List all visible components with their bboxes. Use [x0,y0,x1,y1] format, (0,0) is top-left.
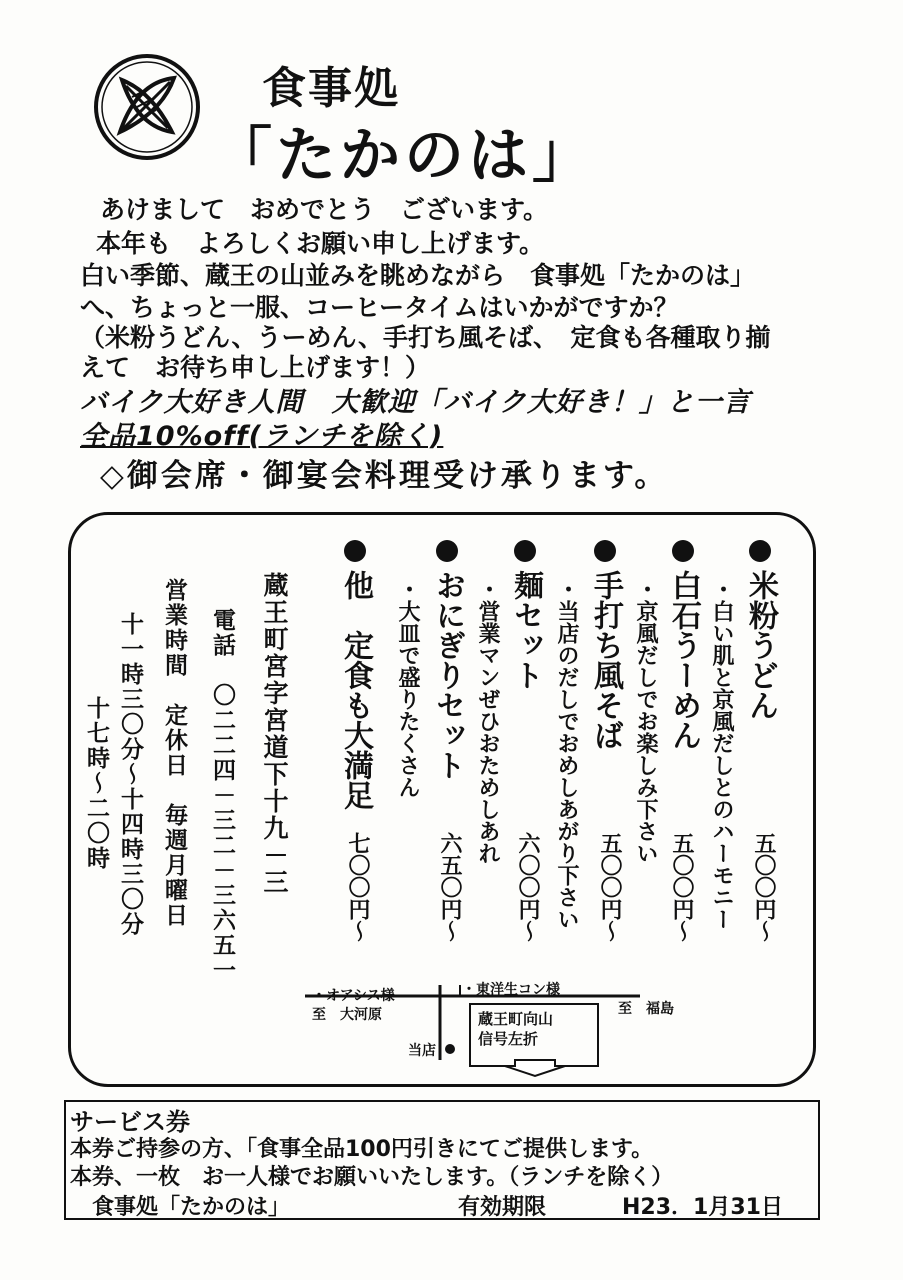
menu-item-name: 手打ち風そば [590,540,620,750]
coupon-line1: 本券ご持参の方、「食事全品100円引きにてご提供します。 [70,1137,654,1162]
bike-promo-line1: バイク大好き人間 大歓迎「バイク大好き！」と一言 [80,387,751,418]
menu-item-name: 他 定食も大満足 [340,540,370,810]
leaf-crest-logo [92,52,202,162]
menu-item-desc: ・白い肌と京風だしとのハーモニー [709,578,734,930]
menu-item-price: 五〇〇円～ [751,832,776,942]
menu-item-name: 麺セット [510,540,540,690]
bike-promo-line2: 全品10%off(ランチを除く) [80,421,444,452]
menu-item-price: 五〇〇円～ [597,832,622,942]
banquet-notice: ◇御会席・御宴会料理受け承ります。 [100,458,669,494]
map-okawara-label: 至 大河原 [312,1007,382,1023]
map-shop-label: 当店 [408,1043,436,1059]
map-fukushima-label: 至 福島 [618,1001,674,1017]
phone-number: 電話 〇二二四－三二－三六五一 [209,608,235,983]
menu-item-price: 六五〇円～ [437,832,462,942]
menu-item-name: おにぎりセット [432,540,462,780]
menu-item-desc: ・大皿で盛りたくさん [395,578,420,798]
map-toyo-label: ・東洋生コン様 [462,982,560,998]
menu-item-name: 白石うーめん [668,540,698,750]
address: 蔵王町宮字宮道下十九－三 [260,572,289,896]
hours-lunch: 十一時三〇分～十四時三〇分 [117,612,143,937]
menu-item-price: 七〇〇円～ [345,832,370,942]
menu-item-desc: ・京風だしでお楽しみ下さい [633,578,658,864]
intro-line5: （米粉うどん、うーめん、手打ち風そば、 定食も各種取り揃 [80,323,771,352]
coupon-line2: 本券、一枚 お一人様でお願いいたします。（ランチを除く） [70,1165,674,1190]
intro-line2: 本年も よろしくお願い申し上げます。 [96,229,545,258]
menu-item-price: 六〇〇円～ [515,832,540,942]
title-line2: 「たかのは」 [212,121,596,191]
coupon-shop-name: 食事処「たかのは」 [92,1195,291,1220]
coupon-valid-label: 有効期限 [458,1195,547,1220]
intro-line3: 白い季節、蔵王の山並みを眺めながら 食事処「たかのは」 [80,261,756,290]
menu-item-name: 米粉うどん [745,540,775,720]
intro-line4: へ、ちょっと一服、コーヒータイムはいかがですか？ [80,293,679,322]
menu-item-desc: ・営業マンぜひおためしあれ [475,578,500,864]
coupon-valid-date: H23．1月31日 [622,1195,783,1220]
map-direction-line2: 信号左折 [478,1030,539,1048]
menu-item-price: 五〇〇円～ [669,832,694,942]
hours-dinner: 十七時～二〇時 [83,696,109,871]
map-oasis-label: ・オアシス様 [312,988,395,1004]
intro-line6: えて お待ち申し上げます！） [80,353,431,382]
title-line1: 食事処 [262,63,400,114]
intro-line1: あけまして おめでとう ございます。 [100,195,549,224]
coupon-title: サービス券 [70,1108,190,1136]
map-direction-line1: 蔵王町向山 [478,1010,554,1028]
menu-item-desc: ・当店のだしでおめしあがり下さい [554,578,579,930]
business-hours-holiday: 営業時間 定休日 毎週月曜日 [161,578,187,928]
